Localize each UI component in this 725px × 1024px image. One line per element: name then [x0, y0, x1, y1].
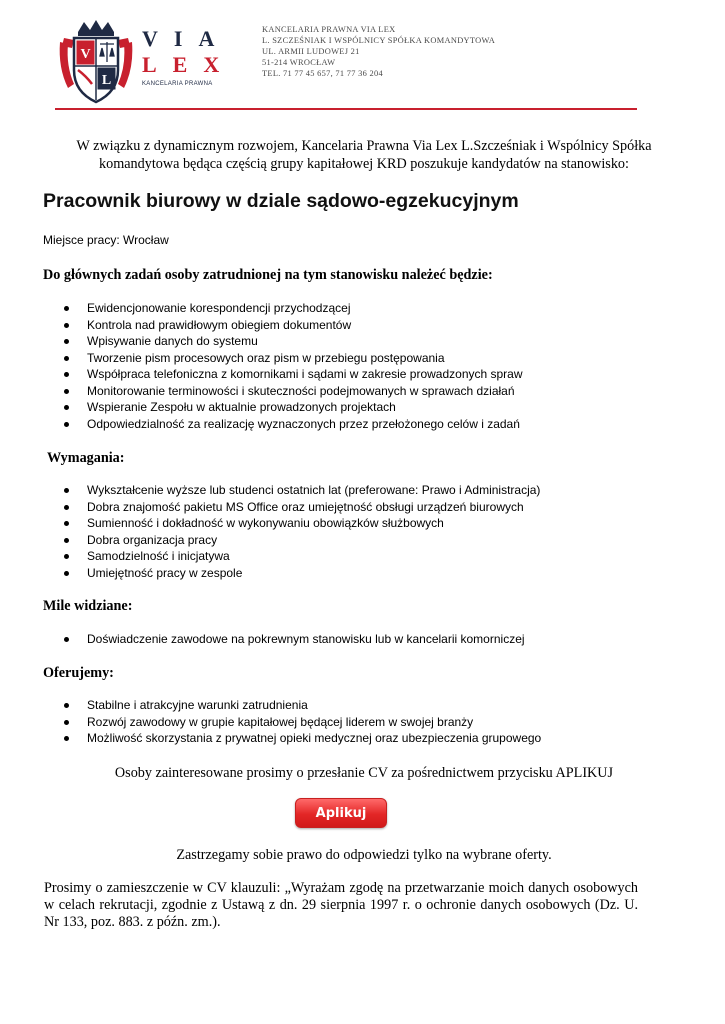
- logo-subtitle: KANCELARIA PRAWNA: [142, 81, 213, 87]
- list-item: Współpraca telefoniczna z komornikami i sądami w zakresie prowadzonych spraw: [60, 366, 680, 383]
- list-item: Odpowiedzialność za realizację wyznaczonych przez przełożonego celów i zadań: [60, 416, 680, 433]
- nice-to-have-heading: Mile widziane:: [43, 598, 133, 614]
- list-item: Dobra znajomość pakietu MS Office oraz umiejętność obsługi urządzeń biurowych: [60, 499, 680, 516]
- list-item: Monitorowanie terminowości i skuteczności podejmowanych w sprawach działań: [60, 383, 680, 400]
- duties-list: [60, 300, 680, 432]
- duties-heading: Do głównych zadań osoby zatrudnionej na tym stanowisku należeć będzie:: [43, 267, 493, 283]
- list-item: Możliwość skorzystania z prywatnej opieki medycznej oraz ubezpieczenia grupowego: [60, 730, 680, 747]
- list-item: Wpisywanie danych do systemu: [60, 333, 680, 350]
- address-line: KANCELARIA PRAWNA VIA LEX: [262, 25, 396, 34]
- list-item: Umiejętność pracy w zespole: [60, 565, 680, 582]
- header-divider: [55, 108, 637, 110]
- logo-wordmark: [142, 26, 236, 87]
- offer-list: [60, 697, 680, 747]
- list-item: Dobra organizacja pracy: [60, 532, 680, 549]
- list-item: Ewidencjonowanie korespondencji przychodzącej: [60, 300, 680, 317]
- list-item: Sumienność i dokładność w wykonywaniu obowiązków służbowych: [60, 515, 680, 532]
- gdpr-clause: Prosimy o zamieszczenie w CV klauzuli: „Wyrażam zgodę na przetwarzanie moich danych osobowych w celach rekrutacji, zgodnie z Ustawą z dn. 29 sierpnia 1997 r. o ochronie danych osobowych (Dz. U. Nr 133, poz. 883. z późn. zm.).: [44, 880, 638, 931]
- address-line: UL. ARMII LUDOWEJ 21: [262, 47, 360, 56]
- list-item: Tworzenie pism procesowych oraz pism w przebiegu postępowania: [60, 350, 680, 367]
- intro-paragraph: W związku z dynamicznym rozwojem, Kancelaria Prawna Via Lex L.Szcześniak i Wspólnicy Spółka komandytowa będąca częścią grupy kapitałowej KRD poszukuje kandydatów na stanowisko:: [76, 138, 652, 172]
- reservation-note: Zastrzegamy sobie prawo do odpowiedzi tylko na wybrane oferty.: [176, 847, 552, 863]
- list-item: Wykształcenie wyższe lub studenci ostatnich lat (preferowane: Prawo i Administracja): [60, 482, 680, 499]
- logo-word-lex: LEX: [142, 52, 236, 77]
- nice-to-have-list: [60, 631, 680, 648]
- apply-button[interactable]: Aplikuj: [295, 798, 387, 828]
- address-line: 51-214 WROCŁAW: [262, 58, 336, 67]
- apply-prompt: Osoby zainteresowane prosimy o przesłanie CV za pośrednictwem przycisku APLIKUJ: [114, 765, 614, 781]
- list-item: Kontrola nad prawidłowym obiegiem dokumentów: [60, 317, 680, 334]
- job-location: Miejsce pracy: Wrocław: [43, 233, 169, 247]
- job-title: Pracownik biurowy w dziale sądowo-egzekucyjnym: [43, 190, 519, 212]
- address-line: L. SZCZEŚNIAK I WSPÓLNICY SPÓŁKA KOMANDYTOWA: [262, 36, 496, 45]
- logo-word-via: VIA: [142, 26, 231, 51]
- list-item: Doświadczenie zawodowe na pokrewnym stanowisku lub w kancelarii komorniczej: [60, 631, 680, 648]
- crest-letter-l: L: [101, 73, 112, 88]
- offer-heading: Oferujemy:: [43, 665, 114, 681]
- requirements-heading: Wymagania:: [47, 450, 125, 466]
- company-address: [262, 24, 562, 79]
- requirements-list: [60, 482, 680, 581]
- list-item: Samodzielność i inicjatywa: [60, 548, 680, 565]
- letterhead: [0, 0, 725, 115]
- list-item: Wspieranie Zespołu w aktualnie prowadzonych projektach: [60, 399, 680, 416]
- list-item: Rozwój zawodowy w grupie kapitałowej będącej liderem w swojej branży: [60, 714, 680, 731]
- crest-letter-v: V: [80, 47, 91, 62]
- list-item: Stabilne i atrakcyjne warunki zatrudnienia: [60, 697, 680, 714]
- crest-logo-icon: [56, 18, 136, 106]
- address-line: TEL. 71 77 45 657, 71 77 36 204: [262, 69, 383, 78]
